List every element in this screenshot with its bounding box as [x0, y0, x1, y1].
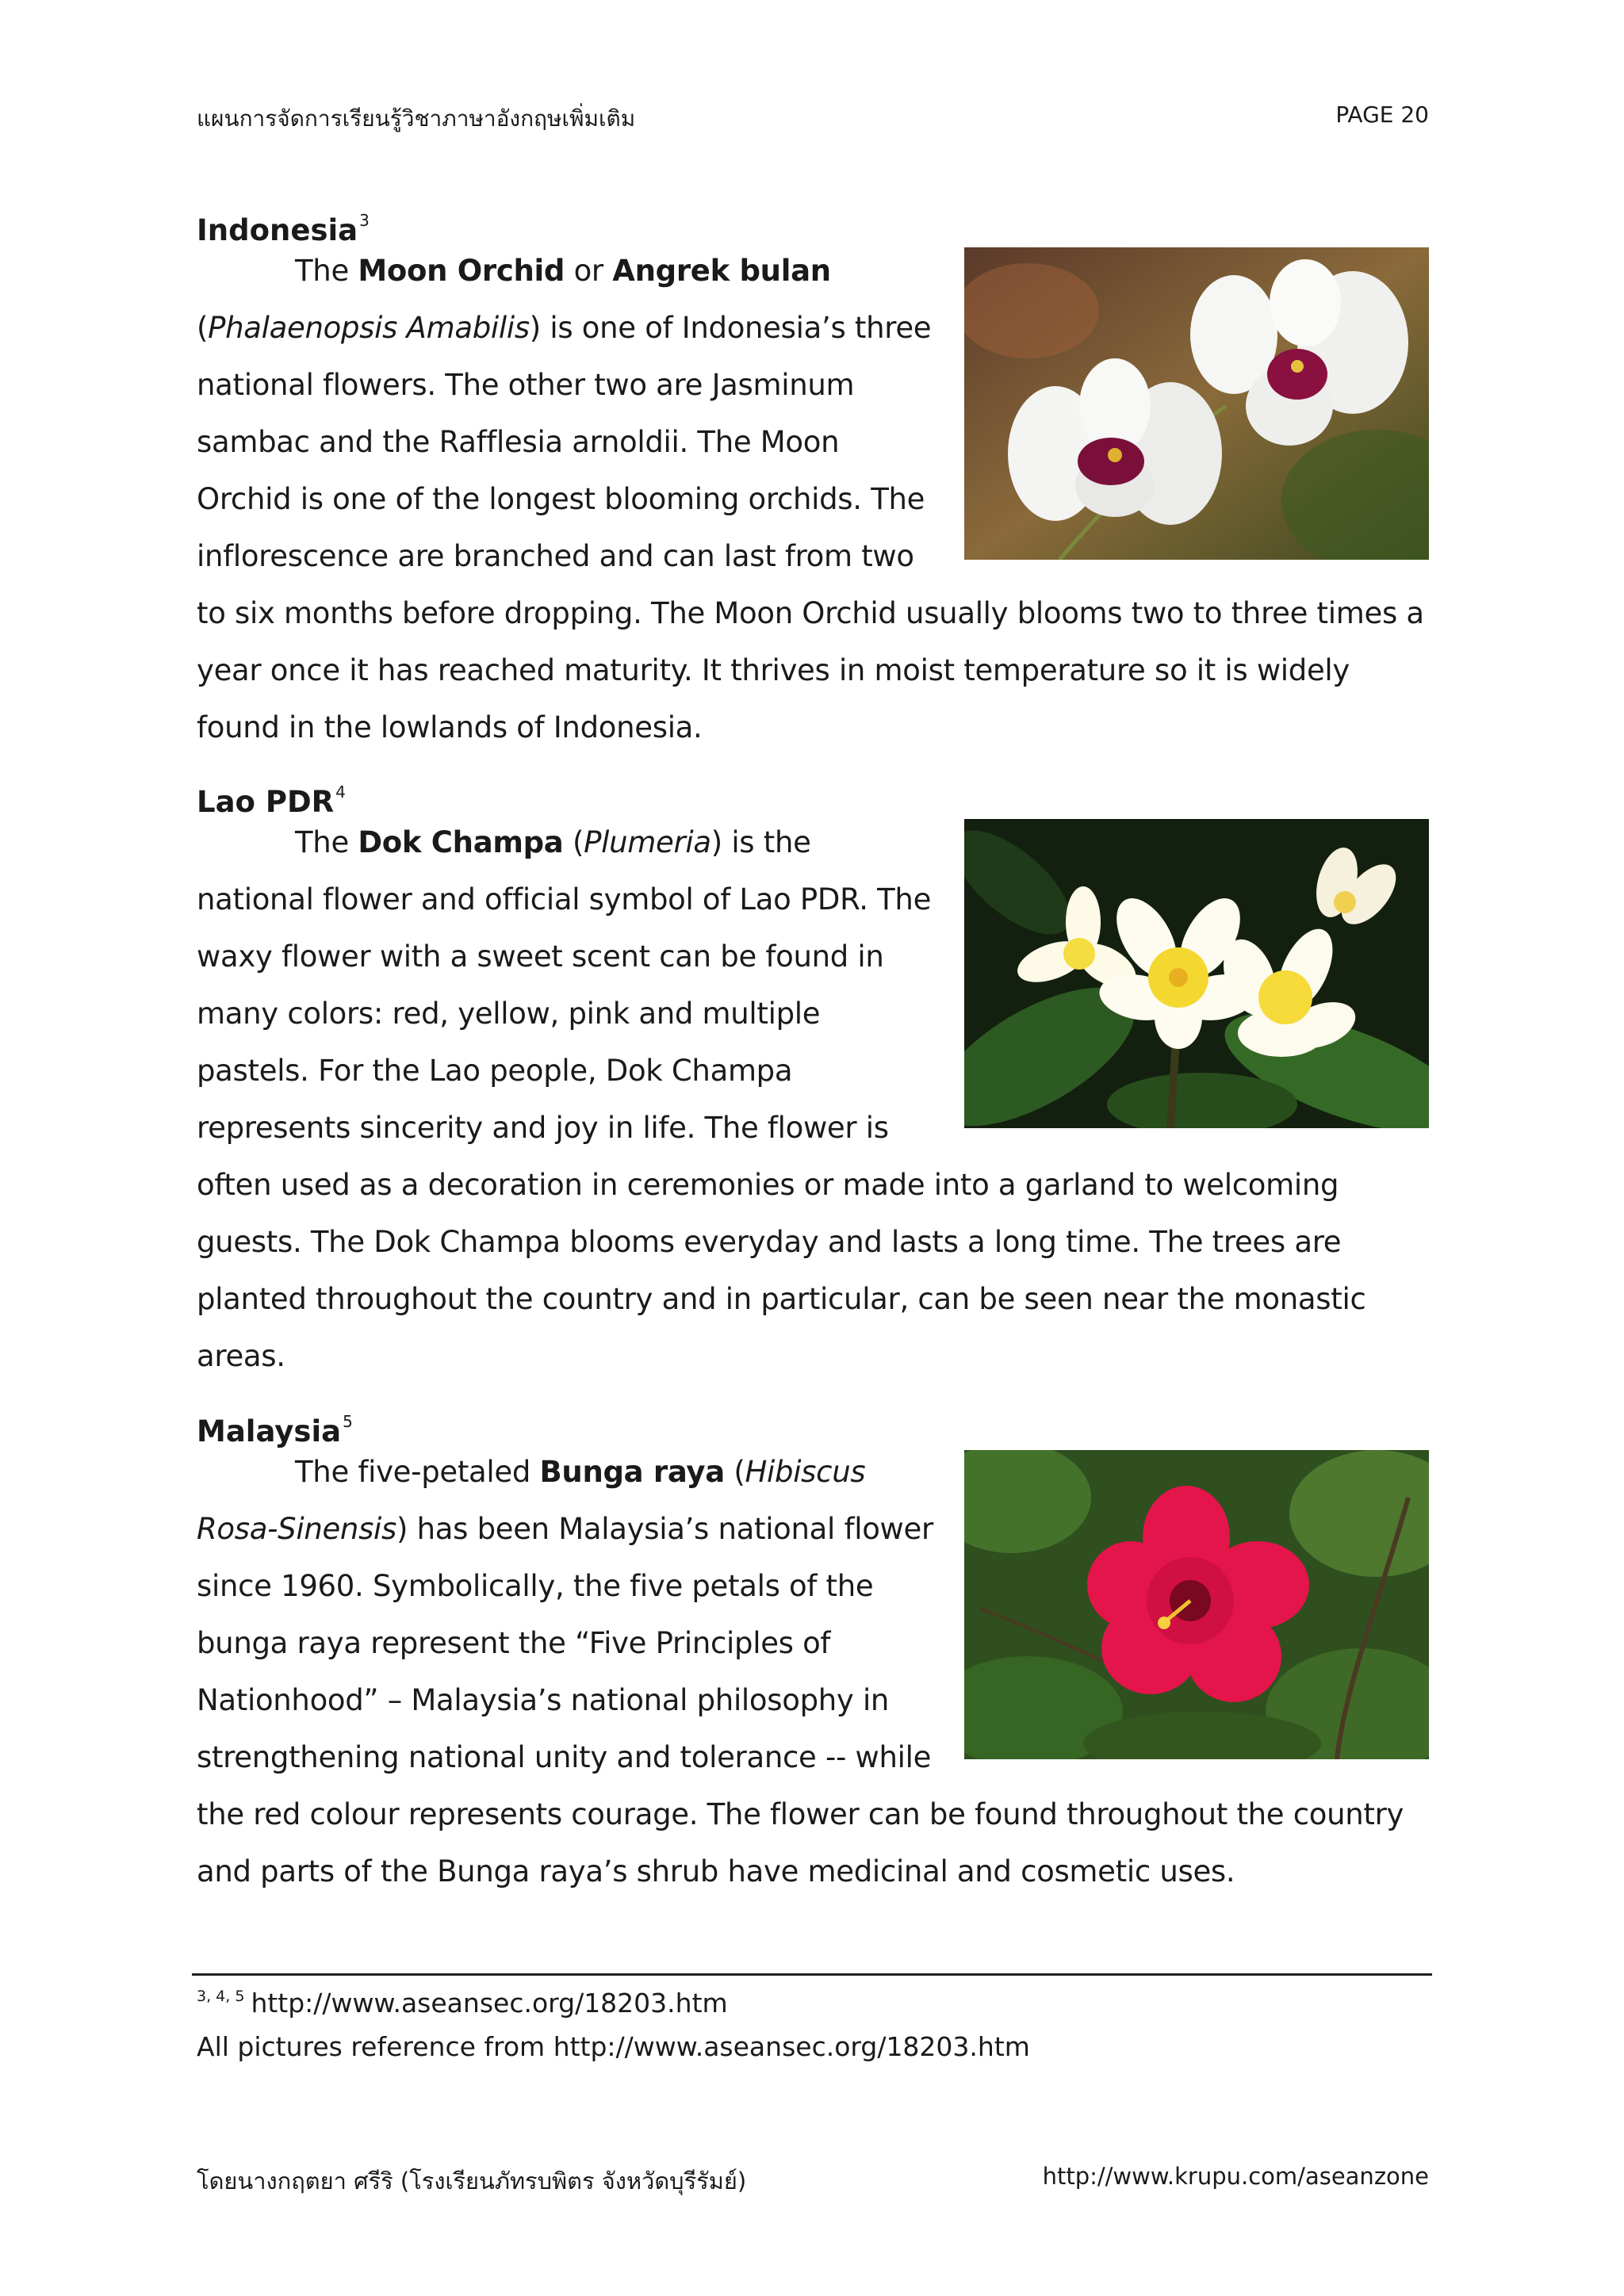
- picture-reference: All pictures reference from http://www.aseansec.org/18203.htm: [197, 2031, 1030, 2062]
- section-heading: Lao PDR $^4$: [197, 783, 346, 819]
- footer-author: โดยนางกฤตยา ศรีริ (โรงเรียนภัทรบพิตร จังหวัดบุรีรัมย์): [197, 2168, 747, 2195]
- section-paragraph: The Moon Orchid or Angrek bulan (Phalaenopsis Amabilis) is one of Indonesia’s three national flowers. The other two are Jasminum sambac and the Rafflesia arnoldii. The Moon Orchid is one of the longest blooming orchids. The inflorescence are branched and can last from two to six months before dropping. The Moon Orchid usually blooms two to three times a year once it has reached maturity. It thrives in moist temperature so it is widely found in the lowlands of Indonesia.: [197, 243, 1429, 756]
- section-lao-pdr: [197, 770, 1429, 1385]
- scientific-name: Plumeria: [584, 825, 711, 859]
- footnote-source: [197, 1977, 728, 2022]
- footnote-ref: 3: [359, 211, 370, 230]
- footnote-marks: 3, 4, 5: [197, 1988, 245, 2005]
- dok-champa-photo: [964, 819, 1429, 1128]
- flower-name: Dok Champa: [358, 825, 564, 859]
- flower-name-local: Angrek bulan: [612, 254, 831, 288]
- section-paragraph: The five-petaled Bunga raya (Hibiscus Rosa-Sinensis) has been Malaysia’s national flower since 1960. Symbolically, the five petals of the bunga raya represent the “Five Principles of Nationhood” – Malaysia’s national philosophy in strengthening national unity and tolerance -- while the red colour represents courage. The flower can be found throughout the country and parts of the Bunga raya’s shrub have medicinal and cosmetic uses.: [197, 1444, 1429, 1900]
- scientific-name: Hibiscus Rosa-Sinensis: [197, 1455, 866, 1546]
- flower-name: Moon Orchid: [358, 254, 565, 288]
- footnote-ref: 4: [335, 783, 346, 802]
- section-heading: Malaysia $^5$: [197, 1412, 353, 1448]
- footnote-url[interactable]: http://www.aseansec.org/18203.htm: [251, 1988, 728, 2019]
- section-heading: Indonesia $^3$: [197, 211, 370, 247]
- footnote-divider: [192, 1973, 1432, 1976]
- scientific-name: Phalaenopsis Amabilis: [208, 311, 530, 345]
- moon-orchid-photo: [964, 247, 1429, 560]
- section-paragraph: The Dok Champa (Plumeria) is the national flower and official symbol of Lao PDR. The waxy flower with a sweet scent can be found in many colors: red, yellow, pink and multiple pastels. For the Lao people, Dok Champa represents sincerity and joy in life. The flower is often used as a decoration in ceremonies or made into a garland to welcoming guests. The Dok Champa blooms everyday and lasts a long time. The trees are planted throughout the country and in particular, can be seen near the monastic areas.: [197, 814, 1429, 1385]
- footer-url[interactable]: http://www.krupu.com/aseanzone: [1042, 2163, 1429, 2190]
- page-number: PAGE 20: [1335, 101, 1429, 128]
- flower-name: Bunga raya: [539, 1455, 725, 1489]
- section-malaysia: [197, 1399, 1429, 1900]
- bunga-raya-photo: [964, 1450, 1429, 1759]
- footnote-ref: 5: [343, 1412, 353, 1431]
- section-indonesia: [197, 198, 1429, 756]
- header-title: แผนการจัดการเรียนรู้วิชาภาษาอังกฤษเพิ่มเติม: [197, 105, 636, 132]
